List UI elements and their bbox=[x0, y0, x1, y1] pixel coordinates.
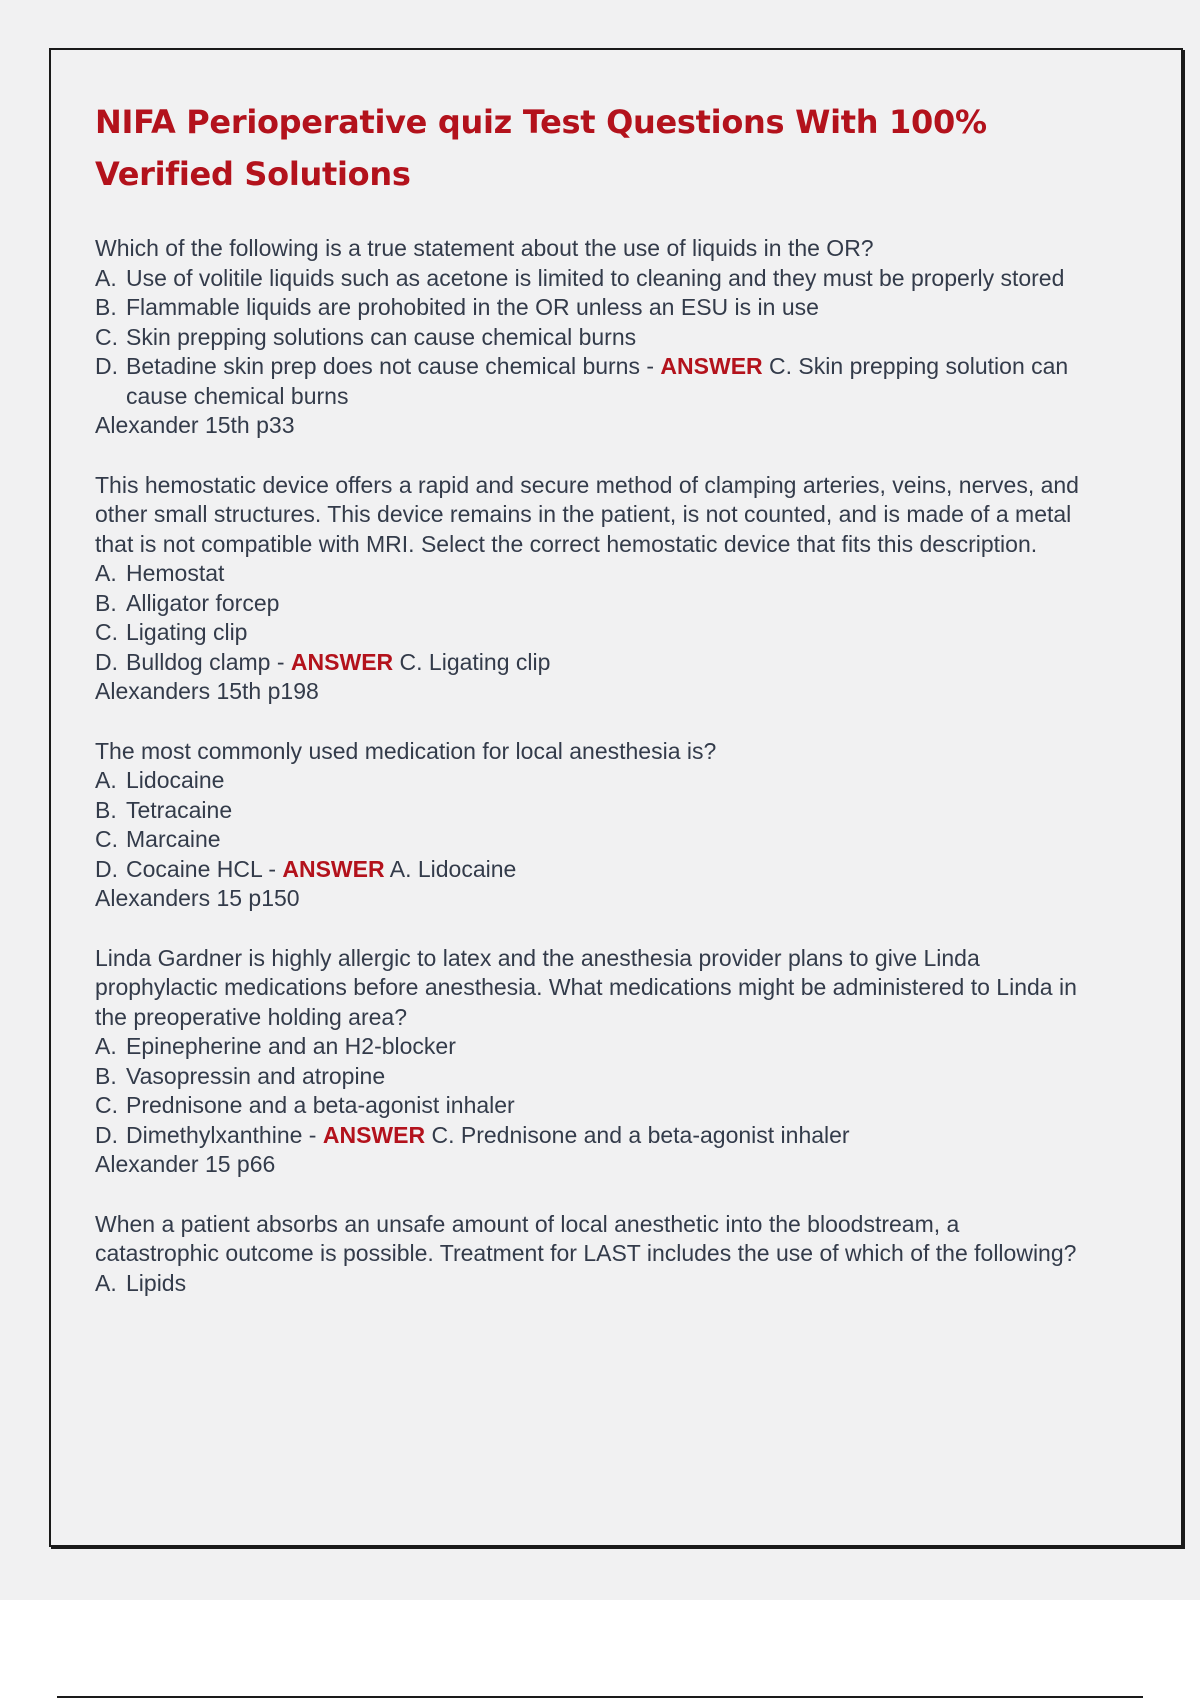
reference-text: Alexanders 15th p198 bbox=[95, 678, 319, 704]
option-letter: C. bbox=[95, 323, 118, 350]
answer-option bbox=[95, 323, 1085, 353]
option-letter: B. bbox=[95, 294, 117, 320]
answer-option bbox=[95, 796, 1085, 826]
option-text: Lipids bbox=[126, 1269, 187, 1296]
option-letter: D. bbox=[95, 648, 118, 675]
option-letter: C. bbox=[95, 1092, 118, 1118]
question-text: Which of the following is a true statement about the use of liquids in the OR? bbox=[95, 235, 874, 261]
answer-label: ANSWER bbox=[290, 648, 394, 675]
option-letter: C. bbox=[95, 826, 118, 852]
option-letter: A. bbox=[95, 264, 117, 291]
answer-option bbox=[95, 559, 1085, 589]
question-block bbox=[95, 944, 1085, 1180]
option-letter: B. bbox=[95, 1062, 117, 1089]
answer-text: A. Lidocaine bbox=[389, 855, 517, 882]
question-block bbox=[95, 737, 1085, 914]
option-text: Alligator forcep bbox=[126, 589, 280, 616]
option-letter: A. bbox=[95, 1033, 117, 1059]
answer-option bbox=[95, 1032, 1085, 1062]
option-letter: A. bbox=[95, 560, 117, 586]
option-letter: C. bbox=[95, 619, 118, 645]
option-text: Cocaine HCL - bbox=[126, 855, 276, 882]
page-gap bbox=[0, 1600, 1200, 1700]
option-text: Dimethylxanthine - bbox=[126, 1121, 317, 1148]
option-text: Epinepherine and an H2-blocker bbox=[126, 1033, 456, 1059]
option-text: Prednisone and a beta-agonist inhaler bbox=[126, 1092, 515, 1118]
question-block bbox=[95, 234, 1085, 441]
question-text: Linda Gardner is highly allergic to latex and the anesthesia provider plans to give Linda prophylactic medications before anesthesia. What medications might be administered to Linda in the preoperative holding area? bbox=[95, 944, 1077, 1030]
reference-text: Alexander 15 p66 bbox=[95, 1151, 276, 1177]
option-letter: D. bbox=[95, 1121, 118, 1148]
answer-option bbox=[95, 264, 1085, 294]
answer-text: C. Prednisone and a beta-agonist inhaler bbox=[431, 1121, 850, 1148]
answer-option bbox=[95, 766, 1085, 796]
question-text: This hemostatic device offers a rapid and secure method of clamping arteries, veins, nerves, and other small structures. This device remains in the patient, is not counted, and is made of a metal that is not compatible with MRI. Select the correct hemostatic device that fits this description. bbox=[95, 471, 1079, 557]
answer-option bbox=[95, 1121, 1085, 1151]
answer-option bbox=[95, 352, 1085, 411]
document-content bbox=[95, 96, 1085, 1328]
reference-text: Alexander 15th p33 bbox=[95, 412, 295, 438]
answer-label: ANSWER bbox=[322, 1121, 426, 1148]
option-text: Vasopressin and atropine bbox=[126, 1062, 386, 1089]
option-letter: D. bbox=[95, 353, 118, 379]
option-letter: D. bbox=[95, 855, 118, 882]
option-text: Betadine skin prep does not cause chemical burns - bbox=[126, 353, 655, 379]
option-text: Lidocaine bbox=[126, 767, 225, 793]
answer-option bbox=[95, 618, 1085, 648]
answer-text: C. Ligating clip bbox=[399, 648, 551, 675]
answer-option bbox=[95, 1062, 1085, 1092]
answer-option bbox=[95, 1091, 1085, 1121]
option-text: Flammable liquids are prohobited in the OR unless an ESU is in use bbox=[126, 294, 819, 320]
option-letter: A. bbox=[95, 767, 117, 793]
answer-option bbox=[95, 825, 1085, 855]
option-letter: B. bbox=[95, 796, 117, 823]
option-text: Skin prepping solutions can cause chemical burns bbox=[126, 323, 637, 350]
option-letter: A. bbox=[95, 1269, 117, 1296]
answer-option bbox=[95, 1269, 1085, 1299]
option-text: Hemostat bbox=[126, 560, 225, 586]
answer-option bbox=[95, 589, 1085, 619]
question-text: The most commonly used medication for local anesthesia is? bbox=[95, 737, 717, 764]
next-page-rule bbox=[57, 1696, 1143, 1698]
option-text: Marcaine bbox=[126, 826, 221, 852]
answer-option bbox=[95, 648, 1085, 678]
question-text: When a patient absorbs an unsafe amount of local anesthetic into the bloodstream, a catastrophic outcome is possible. Treatment for LAST includes the use of which of the following? bbox=[95, 1210, 1077, 1266]
answer-option bbox=[95, 293, 1085, 323]
answer-text: C. Skin prepping solution can cause chemical burns bbox=[126, 353, 1069, 409]
document-title: NIFA Perioperative quiz Test Questions With 100% Verified Solutions bbox=[95, 103, 987, 193]
answer-label: ANSWER bbox=[282, 855, 385, 882]
option-text: Bulldog clamp - bbox=[126, 648, 285, 675]
question-block bbox=[95, 471, 1085, 707]
option-letter: B. bbox=[95, 589, 117, 616]
option-text: Use of volitile liquids such as acetone is limited to cleaning and they must be properly stored bbox=[126, 264, 1065, 291]
question-block bbox=[95, 1210, 1085, 1299]
reference-text: Alexanders 15 p150 bbox=[95, 885, 300, 911]
option-text: Ligating clip bbox=[126, 619, 248, 645]
option-text: Tetracaine bbox=[126, 796, 233, 823]
answer-label: ANSWER bbox=[660, 353, 763, 379]
answer-option bbox=[95, 855, 1085, 885]
